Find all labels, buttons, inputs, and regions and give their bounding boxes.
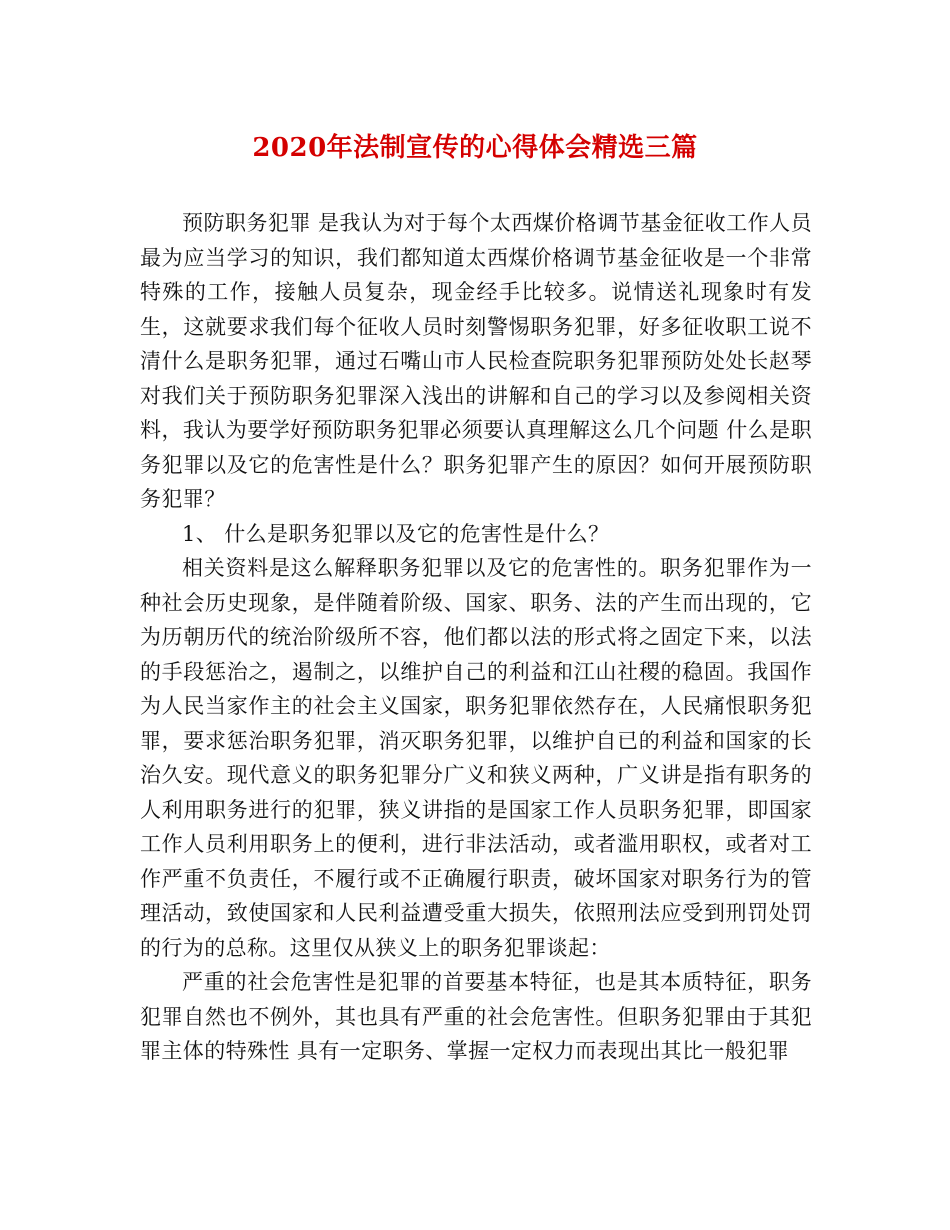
document-body	[140, 206, 812, 1069]
paragraph-harm: 严重的社会危害性是犯罪的首要基本特征，也是其本质特征，职务犯罪自然也不例外，其也具有严重的社会危害性。但职务犯罪由于其犯罪主体的特殊性 具有一定职务、掌握一定权力而表现出其比一般犯罪	[140, 970, 812, 1063]
paragraph-intro: 预防职务犯罪 是我认为对于每个太西煤价格调节基金征收工作人员最为应当学习的知识，我们都知道太西煤价格调节基金征收是一个非常特殊的工作，接触人员复杂，现金经手比较多。说情送礼现象时有发生，这就要求我们每个征收人员时刻警惕职务犯罪，好多征收职工说不清什么是职务犯罪，通过石嘴山市人民检查院职务犯罪预防处处长赵琴对我们关于预防职务犯罪深入浅出的讲解和自己的学习以及参阅相关资料，我认为要学好预防职务犯罪必须要认真理解这么几个问题 什么是职务犯罪以及它的危害性是什么？职务犯罪产生的原因？如何开展预防职务犯罪？	[140, 211, 812, 511]
paragraph-definition: 相关资料是这么解释职务犯罪以及它的危害性的。职务犯罪作为一种社会历史现象，是伴随着阶级、国家、职务、法的产生而出现的，它为历朝历代的统治阶级所不容，他们都以法的形式将之固定下来，以法的手段惩治之，遏制之，以维护自己的利益和江山社稷的稳固。我国作为人民当家作主的社会主义国家，职务犯罪依然存在，人民痛恨职务犯罪，要求惩治职务犯罪，消灭职务犯罪，以维护自已的利益和国家的长治久安。现代意义的职务犯罪分广义和狭义两种，广义讲是指有职务的人利用职务进行的犯罪，狭义讲指的是国家工作人员职务犯罪，即国家工作人员利用职务上的便利，进行非法活动，或者滥用职权，或者对工作严重不负责任，不履行或不正确履行职责，破坏国家对职务行为的管理活动，致使国家和人民利益遭受重大损失，依照刑法应受到刑罚处罚的行为的总称。这里仅从狭义上的职务犯罪谈起：	[140, 556, 812, 960]
section-heading-1: 1、 什么是职务犯罪以及它的危害性是什么？	[182, 521, 610, 546]
document-title: 2020年法制宣传的心得体会精选三篇	[252, 133, 698, 163]
